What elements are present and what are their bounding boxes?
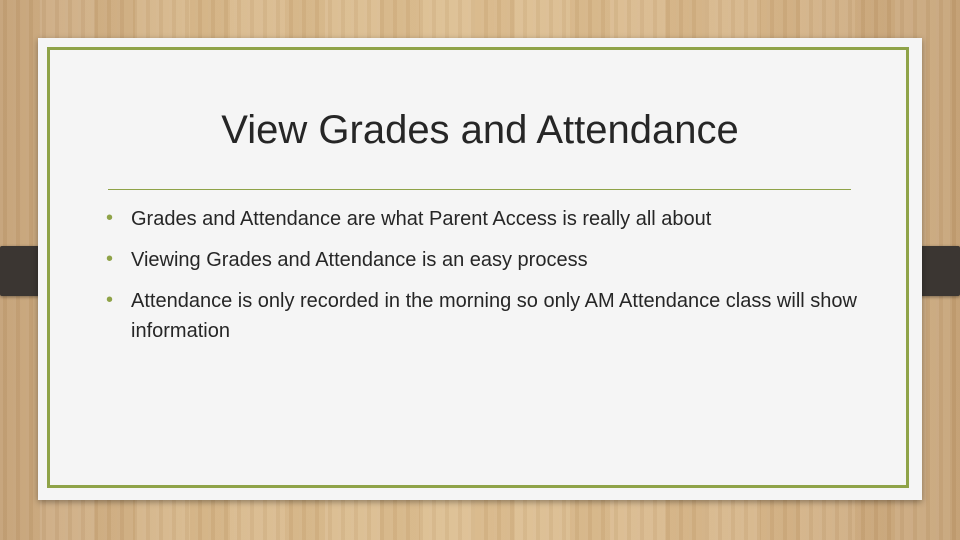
bullet-text: Attendance is only recorded in the morning so only AM Attendance class will show information: [131, 290, 857, 342]
bullet-text: Grades and Attendance are what Parent Access is really all about: [131, 208, 712, 230]
bullet-marker: •: [106, 207, 114, 229]
title-divider: [108, 189, 851, 190]
bullet-marker: •: [106, 289, 114, 311]
bullet-marker: •: [106, 248, 114, 270]
bullet-item: [106, 245, 866, 275]
bullet-text: Viewing Grades and Attendance is an easy process: [131, 249, 588, 271]
bullet-item: [106, 286, 866, 346]
bullet-item: [106, 204, 866, 234]
slide-title: View Grades and Attendance: [221, 108, 739, 152]
slide-card: [38, 38, 922, 500]
bullet-list: [106, 204, 866, 357]
